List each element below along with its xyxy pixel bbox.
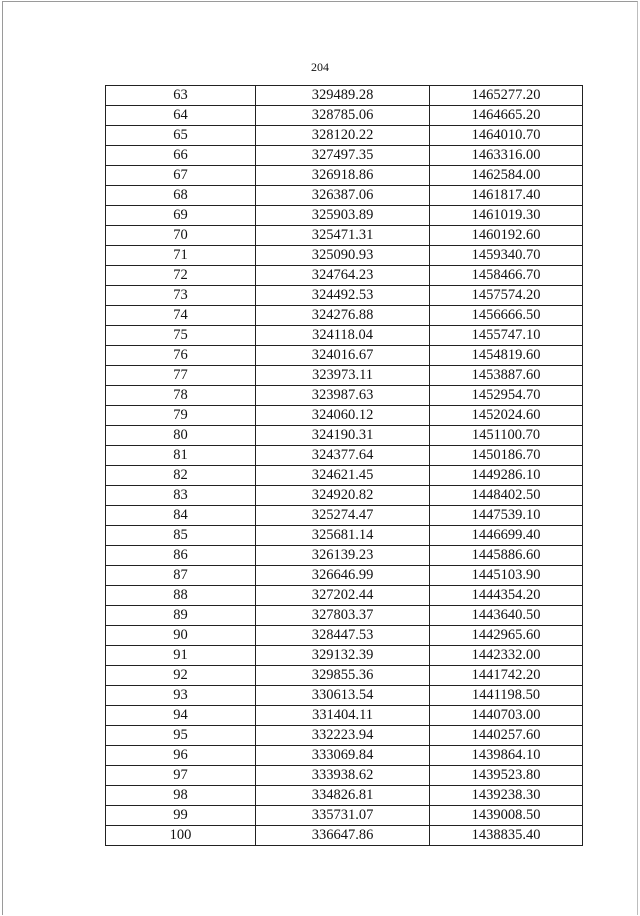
y-coordinate-cell: 1463316.00 [430, 146, 583, 166]
x-coordinate-cell: 328785.06 [256, 106, 430, 126]
point-number-cell: 82 [106, 466, 256, 486]
table-row [106, 166, 583, 186]
table-row [106, 826, 583, 846]
y-coordinate-cell: 1452024.60 [430, 406, 583, 426]
table-row [106, 366, 583, 386]
y-coordinate-cell: 1462584.00 [430, 166, 583, 186]
y-coordinate-cell: 1449286.10 [430, 466, 583, 486]
point-number-cell: 99 [106, 806, 256, 826]
x-coordinate-cell: 329132.39 [256, 646, 430, 666]
y-coordinate-cell: 1461019.30 [430, 206, 583, 226]
y-coordinate-cell: 1438835.40 [430, 826, 583, 846]
x-coordinate-cell: 326918.86 [256, 166, 430, 186]
table-row [106, 706, 583, 726]
x-coordinate-cell: 326387.06 [256, 186, 430, 206]
x-coordinate-cell: 329855.36 [256, 666, 430, 686]
point-number-cell: 87 [106, 566, 256, 586]
point-number-cell: 88 [106, 586, 256, 606]
point-number-cell: 65 [106, 126, 256, 146]
table-row [106, 306, 583, 326]
table-row [106, 406, 583, 426]
y-coordinate-cell: 1439238.30 [430, 786, 583, 806]
y-coordinate-cell: 1457574.20 [430, 286, 583, 306]
point-number-cell: 70 [106, 226, 256, 246]
table-row [106, 226, 583, 246]
table-row [106, 346, 583, 366]
point-number-cell: 81 [106, 446, 256, 466]
point-number-cell: 72 [106, 266, 256, 286]
x-coordinate-cell: 328447.53 [256, 626, 430, 646]
y-coordinate-cell: 1439864.10 [430, 746, 583, 766]
x-coordinate-cell: 328120.22 [256, 126, 430, 146]
table-row [106, 326, 583, 346]
table-row [106, 806, 583, 826]
x-coordinate-cell: 327497.35 [256, 146, 430, 166]
table-row [106, 566, 583, 586]
point-number-cell: 73 [106, 286, 256, 306]
point-number-cell: 98 [106, 786, 256, 806]
point-number-cell: 84 [106, 506, 256, 526]
y-coordinate-cell: 1440257.60 [430, 726, 583, 746]
y-coordinate-cell: 1439523.80 [430, 766, 583, 786]
x-coordinate-cell: 332223.94 [256, 726, 430, 746]
point-number-cell: 94 [106, 706, 256, 726]
table-row [106, 726, 583, 746]
table-row [106, 686, 583, 706]
page-number: 204 [311, 60, 329, 74]
table-row [106, 586, 583, 606]
table-row [106, 246, 583, 266]
table-row [106, 666, 583, 686]
x-coordinate-cell: 325274.47 [256, 506, 430, 526]
x-coordinate-cell: 336647.86 [256, 826, 430, 846]
x-coordinate-cell: 324621.45 [256, 466, 430, 486]
table-row [106, 646, 583, 666]
y-coordinate-cell: 1443640.50 [430, 606, 583, 626]
table-row [106, 626, 583, 646]
x-coordinate-cell: 324118.04 [256, 326, 430, 346]
point-number-cell: 91 [106, 646, 256, 666]
y-coordinate-cell: 1460192.60 [430, 226, 583, 246]
x-coordinate-cell: 325471.31 [256, 226, 430, 246]
x-coordinate-cell: 324492.53 [256, 286, 430, 306]
point-number-cell: 74 [106, 306, 256, 326]
point-number-cell: 86 [106, 546, 256, 566]
table-row [106, 186, 583, 206]
table-row [106, 146, 583, 166]
table-row [106, 86, 583, 106]
point-number-cell: 76 [106, 346, 256, 366]
x-coordinate-cell: 324377.64 [256, 446, 430, 466]
y-coordinate-cell: 1461817.40 [430, 186, 583, 206]
y-coordinate-cell: 1454819.60 [430, 346, 583, 366]
x-coordinate-cell: 335731.07 [256, 806, 430, 826]
y-coordinate-cell: 1442965.60 [430, 626, 583, 646]
point-number-cell: 69 [106, 206, 256, 226]
y-coordinate-cell: 1440703.00 [430, 706, 583, 726]
point-number-cell: 78 [106, 386, 256, 406]
table-row [106, 446, 583, 466]
table-row [106, 506, 583, 526]
point-number-cell: 68 [106, 186, 256, 206]
point-number-cell: 95 [106, 726, 256, 746]
y-coordinate-cell: 1456666.50 [430, 306, 583, 326]
y-coordinate-cell: 1464665.20 [430, 106, 583, 126]
x-coordinate-cell: 326139.23 [256, 546, 430, 566]
x-coordinate-cell: 324190.31 [256, 426, 430, 446]
table-row [106, 126, 583, 146]
y-coordinate-cell: 1445103.90 [430, 566, 583, 586]
point-number-cell: 63 [106, 86, 256, 106]
point-number-cell: 67 [106, 166, 256, 186]
y-coordinate-cell: 1441742.20 [430, 666, 583, 686]
point-number-cell: 64 [106, 106, 256, 126]
point-number-cell: 66 [106, 146, 256, 166]
point-number-cell: 93 [106, 686, 256, 706]
point-number-cell: 79 [106, 406, 256, 426]
coordinates-table [105, 85, 583, 846]
point-number-cell: 90 [106, 626, 256, 646]
y-coordinate-cell: 1455747.10 [430, 326, 583, 346]
table-row [106, 426, 583, 446]
table-row [106, 766, 583, 786]
table-row [106, 106, 583, 126]
y-coordinate-cell: 1439008.50 [430, 806, 583, 826]
y-coordinate-cell: 1451100.70 [430, 426, 583, 446]
y-coordinate-cell: 1444354.20 [430, 586, 583, 606]
x-coordinate-cell: 324764.23 [256, 266, 430, 286]
point-number-cell: 96 [106, 746, 256, 766]
table-row [106, 386, 583, 406]
table-row [106, 266, 583, 286]
y-coordinate-cell: 1452954.70 [430, 386, 583, 406]
point-number-cell: 92 [106, 666, 256, 686]
y-coordinate-cell: 1465277.20 [430, 86, 583, 106]
table-row [106, 286, 583, 306]
table-row [106, 786, 583, 806]
x-coordinate-cell: 327202.44 [256, 586, 430, 606]
y-coordinate-cell: 1453887.60 [430, 366, 583, 386]
x-coordinate-cell: 329489.28 [256, 86, 430, 106]
x-coordinate-cell: 330613.54 [256, 686, 430, 706]
x-coordinate-cell: 325090.93 [256, 246, 430, 266]
point-number-cell: 97 [106, 766, 256, 786]
x-coordinate-cell: 334826.81 [256, 786, 430, 806]
table-row [106, 746, 583, 766]
x-coordinate-cell: 324920.82 [256, 486, 430, 506]
y-coordinate-cell: 1450186.70 [430, 446, 583, 466]
y-coordinate-cell: 1448402.50 [430, 486, 583, 506]
x-coordinate-cell: 331404.11 [256, 706, 430, 726]
x-coordinate-cell: 323987.63 [256, 386, 430, 406]
x-coordinate-cell: 324060.12 [256, 406, 430, 426]
table-row [106, 206, 583, 226]
point-number-cell: 80 [106, 426, 256, 446]
point-number-cell: 71 [106, 246, 256, 266]
y-coordinate-cell: 1464010.70 [430, 126, 583, 146]
table-row [106, 546, 583, 566]
y-coordinate-cell: 1445886.60 [430, 546, 583, 566]
y-coordinate-cell: 1459340.70 [430, 246, 583, 266]
point-number-cell: 83 [106, 486, 256, 506]
x-coordinate-cell: 325903.89 [256, 206, 430, 226]
point-number-cell: 100 [106, 826, 256, 846]
x-coordinate-cell: 324276.88 [256, 306, 430, 326]
y-coordinate-cell: 1442332.00 [430, 646, 583, 666]
point-number-cell: 77 [106, 366, 256, 386]
table-row [106, 486, 583, 506]
point-number-cell: 75 [106, 326, 256, 346]
point-number-cell: 85 [106, 526, 256, 546]
x-coordinate-cell: 325681.14 [256, 526, 430, 546]
x-coordinate-cell: 324016.67 [256, 346, 430, 366]
y-coordinate-cell: 1447539.10 [430, 506, 583, 526]
x-coordinate-cell: 323973.11 [256, 366, 430, 386]
table-row [106, 606, 583, 626]
y-coordinate-cell: 1441198.50 [430, 686, 583, 706]
x-coordinate-cell: 327803.37 [256, 606, 430, 626]
x-coordinate-cell: 326646.99 [256, 566, 430, 586]
y-coordinate-cell: 1446699.40 [430, 526, 583, 546]
point-number-cell: 89 [106, 606, 256, 626]
x-coordinate-cell: 333069.84 [256, 746, 430, 766]
coordinates-table-body [106, 86, 583, 846]
table-row [106, 526, 583, 546]
x-coordinate-cell: 333938.62 [256, 766, 430, 786]
y-coordinate-cell: 1458466.70 [430, 266, 583, 286]
table-row [106, 466, 583, 486]
